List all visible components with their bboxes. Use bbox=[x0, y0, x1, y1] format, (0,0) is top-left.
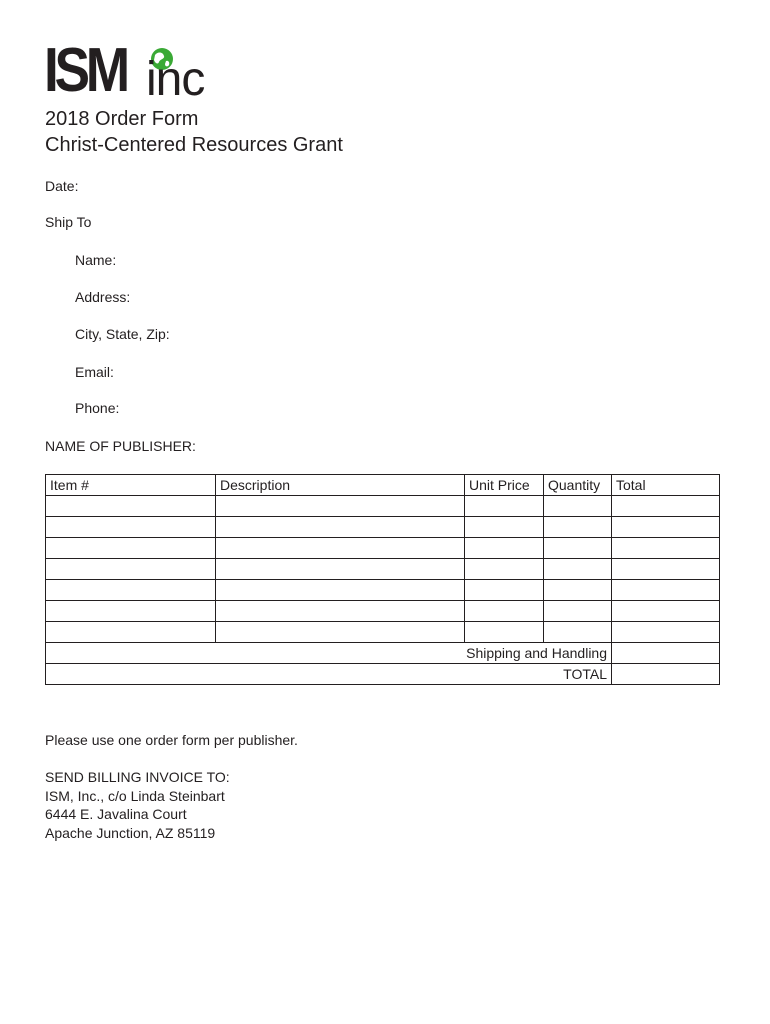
item-number-cell[interactable] bbox=[46, 622, 216, 643]
unit-price-cell[interactable] bbox=[465, 538, 544, 559]
logo-inc-text: inc bbox=[146, 53, 205, 106]
description-cell[interactable] bbox=[216, 517, 465, 538]
ism-inc-logo bbox=[44, 36, 224, 106]
logo-ism-text: ISM bbox=[44, 36, 126, 105]
total-row bbox=[46, 664, 720, 685]
quantity-cell[interactable] bbox=[544, 517, 612, 538]
description-cell[interactable] bbox=[216, 622, 465, 643]
billing-address-line-2: 6444 E. Javalina Court bbox=[45, 806, 187, 822]
table-row bbox=[46, 559, 720, 580]
phone-label: Phone: bbox=[75, 400, 120, 416]
col-total: Total bbox=[612, 475, 720, 496]
total-cell[interactable] bbox=[612, 580, 720, 601]
instruction-note: Please use one order form per publisher. bbox=[45, 732, 298, 748]
table-row bbox=[46, 517, 720, 538]
quantity-cell[interactable] bbox=[544, 538, 612, 559]
item-number-cell[interactable] bbox=[46, 496, 216, 517]
publisher-label: NAME OF PUBLISHER: bbox=[45, 438, 196, 454]
billing-heading: SEND BILLING INVOICE TO: bbox=[45, 769, 230, 785]
table-row bbox=[46, 622, 720, 643]
address-label: Address: bbox=[75, 289, 131, 305]
quantity-cell[interactable] bbox=[544, 622, 612, 643]
col-item-number: Item # bbox=[46, 475, 216, 496]
description-cell[interactable] bbox=[216, 496, 465, 517]
city-state-zip-label: City, State, Zip: bbox=[75, 326, 170, 342]
item-number-cell[interactable] bbox=[46, 559, 216, 580]
shipping-row bbox=[46, 643, 720, 664]
shipping-value-cell[interactable] bbox=[612, 643, 720, 664]
form-subtitle: Christ-Centered Resources Grant bbox=[45, 134, 343, 156]
billing-address-line-1: ISM, Inc., c/o Linda Steinbart bbox=[45, 788, 225, 804]
unit-price-cell[interactable] bbox=[465, 496, 544, 517]
email-label: Email: bbox=[75, 364, 114, 380]
quantity-cell[interactable] bbox=[544, 496, 612, 517]
total-label: TOTAL bbox=[46, 664, 612, 685]
col-quantity: Quantity bbox=[544, 475, 612, 496]
description-cell[interactable] bbox=[216, 559, 465, 580]
quantity-cell[interactable] bbox=[544, 601, 612, 622]
date-label: Date: bbox=[45, 178, 79, 194]
shipping-label: Shipping and Handling bbox=[46, 643, 612, 664]
table-row bbox=[46, 601, 720, 622]
item-number-cell[interactable] bbox=[46, 580, 216, 601]
description-cell[interactable] bbox=[216, 538, 465, 559]
table-row bbox=[46, 538, 720, 559]
total-cell[interactable] bbox=[612, 559, 720, 580]
item-number-cell[interactable] bbox=[46, 538, 216, 559]
description-cell[interactable] bbox=[216, 601, 465, 622]
order-table bbox=[45, 474, 720, 685]
table-header-row bbox=[46, 475, 720, 496]
total-cell[interactable] bbox=[612, 538, 720, 559]
unit-price-cell[interactable] bbox=[465, 622, 544, 643]
ship-to-label: Ship To bbox=[45, 214, 92, 230]
unit-price-cell[interactable] bbox=[465, 517, 544, 538]
table-row bbox=[46, 496, 720, 517]
quantity-cell[interactable] bbox=[544, 559, 612, 580]
table-row bbox=[46, 580, 720, 601]
description-cell[interactable] bbox=[216, 580, 465, 601]
name-label: Name: bbox=[75, 252, 117, 268]
unit-price-cell[interactable] bbox=[465, 580, 544, 601]
total-value-cell[interactable] bbox=[612, 664, 720, 685]
total-cell[interactable] bbox=[612, 622, 720, 643]
unit-price-cell[interactable] bbox=[465, 559, 544, 580]
billing-address-line-3: Apache Junction, AZ 85119 bbox=[45, 825, 216, 841]
total-cell[interactable] bbox=[612, 601, 720, 622]
form-title: 2018 Order Form bbox=[45, 108, 199, 130]
quantity-cell[interactable] bbox=[544, 580, 612, 601]
col-description: Description bbox=[216, 475, 465, 496]
col-unit-price: Unit Price bbox=[465, 475, 544, 496]
item-number-cell[interactable] bbox=[46, 517, 216, 538]
unit-price-cell[interactable] bbox=[465, 601, 544, 622]
item-number-cell[interactable] bbox=[46, 601, 216, 622]
total-cell[interactable] bbox=[612, 496, 720, 517]
total-cell[interactable] bbox=[612, 517, 720, 538]
